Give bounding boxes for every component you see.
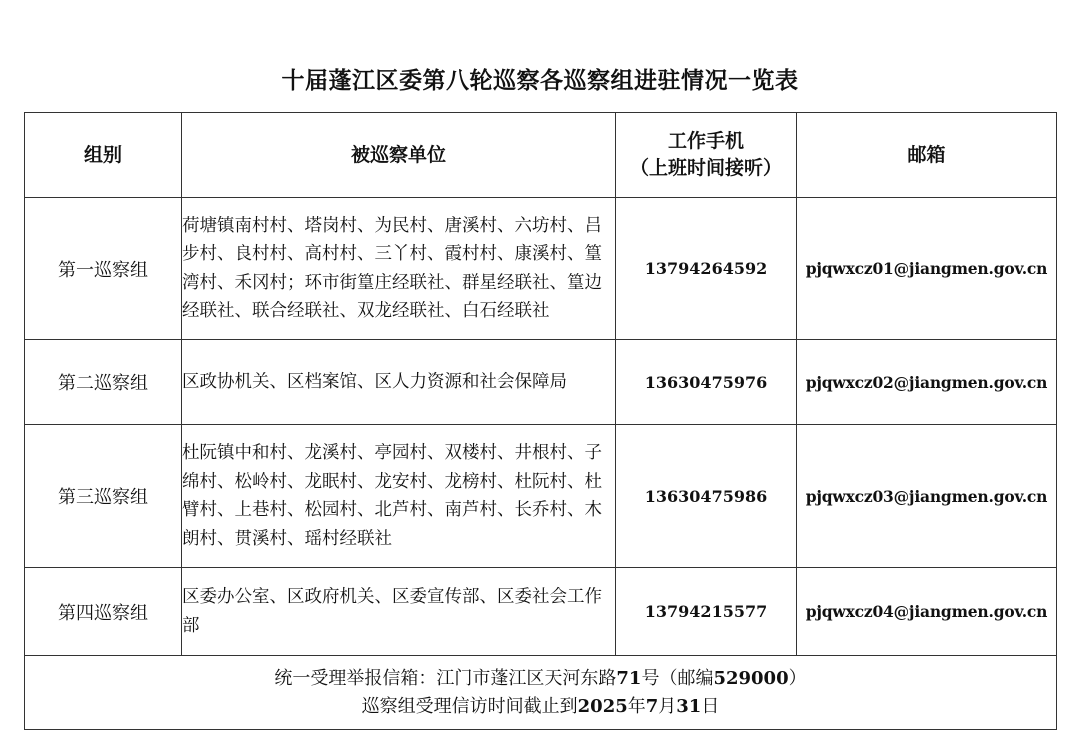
phone-cell: 13630475976 xyxy=(616,340,797,425)
group-cell: 第二巡察组 xyxy=(25,340,182,425)
inspection-table xyxy=(24,112,1057,730)
email-cell: pjqwxcz04@jiangmen.gov.cn xyxy=(797,568,1057,656)
page-title: 十届蓬江区委第八轮巡察各巡察组进驻情况一览表 xyxy=(281,68,799,94)
footer-day: 31 xyxy=(676,695,702,717)
email-cell: pjqwxcz03@jiangmen.gov.cn xyxy=(797,425,1057,568)
phone-cell: 13794264592 xyxy=(616,198,797,340)
footer-postcode-label: 号（邮编 xyxy=(641,667,714,689)
email-cell: pjqwxcz02@jiangmen.gov.cn xyxy=(797,340,1057,425)
email-cell: pjqwxcz01@jiangmen.gov.cn xyxy=(797,198,1057,340)
footer-close-paren: ） xyxy=(788,667,807,689)
unit-cell: 杜阮镇中和村、龙溪村、亭园村、双楼村、井根村、子绵村、松岭村、龙眠村、龙安村、龙榜村、杜阮村、杜臂村、上巷村、松园村、北芦村、南芦村、长乔村、木朗村、贯溪村、瑶村经联社 xyxy=(182,425,616,568)
footer-month: 7 xyxy=(645,695,659,717)
unit-cell: 区委办公室、区政府机关、区委宣传部、区委社会工作部 xyxy=(182,568,616,656)
header-unit: 被巡察单位 xyxy=(182,113,616,198)
footer-mailbox-label: 统一受理举报信箱：江门市蓬江区天河东路 xyxy=(274,667,617,689)
table-row xyxy=(25,425,1057,568)
header-group: 组别 xyxy=(25,113,182,198)
group-cell: 第一巡察组 xyxy=(25,198,182,340)
footer-year: 2025 xyxy=(577,695,628,717)
group-cell: 第三巡察组 xyxy=(25,425,182,568)
footer-deadline-label: 巡察组受理信访时间截止到 xyxy=(361,695,578,717)
footer-line-1 xyxy=(25,665,1056,693)
header-phone xyxy=(616,113,797,198)
table-header-row xyxy=(25,113,1057,198)
unit-cell: 区政协机关、区档案馆、区人力资源和社会保障局 xyxy=(182,340,616,425)
group-cell: 第四巡察组 xyxy=(25,568,182,656)
table-row xyxy=(25,340,1057,425)
footer-cell xyxy=(25,656,1057,730)
phone-cell: 13794215577 xyxy=(616,568,797,656)
footer-year-unit: 年 xyxy=(627,695,646,717)
header-email: 邮箱 xyxy=(797,113,1057,198)
footer-postcode: 529000 xyxy=(713,667,789,689)
header-phone-line2: （上班时间接听） xyxy=(629,157,782,179)
table-row xyxy=(25,568,1057,656)
footer-month-unit: 月 xyxy=(658,695,677,717)
table-row xyxy=(25,198,1057,340)
footer-line-2 xyxy=(25,693,1056,721)
footer-row xyxy=(25,656,1057,730)
unit-cell: 荷塘镇南村村、塔岗村、为民村、唐溪村、六坊村、吕步村、良村村、高村村、三丫村、霞村村、康溪村、篁湾村、禾冈村；环市街篁庄经联社、群星经联社、篁边经联社、联合经联社、双龙经联社、白石经联社 xyxy=(182,198,616,340)
header-phone-line1: 工作手机 xyxy=(667,130,744,152)
footer-street-number: 71 xyxy=(616,667,642,689)
footer-day-unit: 日 xyxy=(701,695,720,717)
phone-cell: 13630475986 xyxy=(616,425,797,568)
